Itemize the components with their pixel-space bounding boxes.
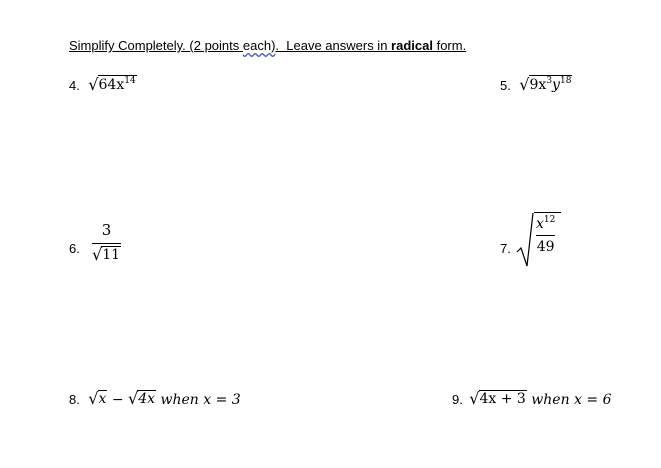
expression bbox=[469, 389, 612, 409]
problem-7-number-wrap bbox=[500, 240, 511, 258]
denominator: 49 bbox=[536, 239, 555, 255]
denominator: 11 bbox=[102, 247, 121, 263]
radicand: 64x bbox=[98, 77, 125, 93]
condition: when x = 6 bbox=[531, 392, 612, 409]
problem-5 bbox=[500, 75, 572, 95]
problem-number: 6. bbox=[69, 241, 80, 256]
numerator: 3 bbox=[101, 221, 112, 239]
problem-number: 7. bbox=[500, 241, 511, 256]
header-text-3: . bbox=[275, 38, 280, 53]
problem-6-number-wrap bbox=[69, 240, 80, 258]
problem-7-radical bbox=[516, 212, 561, 268]
radical-expression bbox=[88, 75, 136, 93]
exponent-a: 3 bbox=[546, 76, 553, 86]
problem-number: 4. bbox=[69, 78, 80, 94]
radical bbox=[469, 390, 527, 407]
header-text-2: each) bbox=[242, 38, 276, 53]
radical-2 bbox=[128, 390, 156, 407]
header-text-5: form. bbox=[432, 38, 467, 53]
problem-4 bbox=[69, 75, 137, 95]
minus-sign: − bbox=[111, 392, 124, 409]
exponent-b: 18 bbox=[559, 76, 572, 86]
header-bold-radical: radical bbox=[391, 38, 433, 53]
radical-expression bbox=[519, 75, 572, 93]
radical-sign-icon: √ bbox=[519, 75, 530, 95]
expression bbox=[88, 389, 241, 409]
large-radical-sign-icon bbox=[516, 212, 534, 268]
radical-sign-icon: √ bbox=[88, 389, 99, 409]
problem-6-fraction bbox=[92, 221, 121, 263]
numerator-exponent: 12 bbox=[543, 215, 556, 225]
denominator-radical bbox=[92, 244, 121, 263]
radical-sign-icon: √ bbox=[92, 245, 103, 265]
radicand-1: x bbox=[98, 391, 107, 407]
header-text-4: Leave answers in bbox=[279, 38, 392, 53]
radical-sign-icon: √ bbox=[128, 389, 139, 409]
radical-1 bbox=[88, 390, 107, 407]
numerator-base: x bbox=[536, 216, 544, 232]
radicand: 4x + 3 bbox=[479, 391, 526, 407]
radicand-b: y bbox=[552, 77, 560, 93]
problem-8 bbox=[69, 390, 241, 409]
exponent: 14 bbox=[124, 76, 136, 86]
header-text-1: Simplify Completely. (2 points bbox=[69, 38, 243, 53]
problem-9 bbox=[452, 390, 611, 409]
radicand-2: 4x bbox=[138, 391, 156, 407]
radical-sign-icon: √ bbox=[88, 75, 99, 95]
problem-number: 8. bbox=[69, 392, 80, 408]
radicand-a: 9x bbox=[529, 77, 547, 93]
condition: when x = 3 bbox=[160, 392, 241, 409]
instructions-header bbox=[69, 38, 466, 53]
problem-number: 9. bbox=[452, 392, 463, 408]
problem-number: 5. bbox=[500, 78, 511, 94]
radical-sign-icon: √ bbox=[469, 389, 480, 409]
radical-body bbox=[534, 212, 561, 268]
